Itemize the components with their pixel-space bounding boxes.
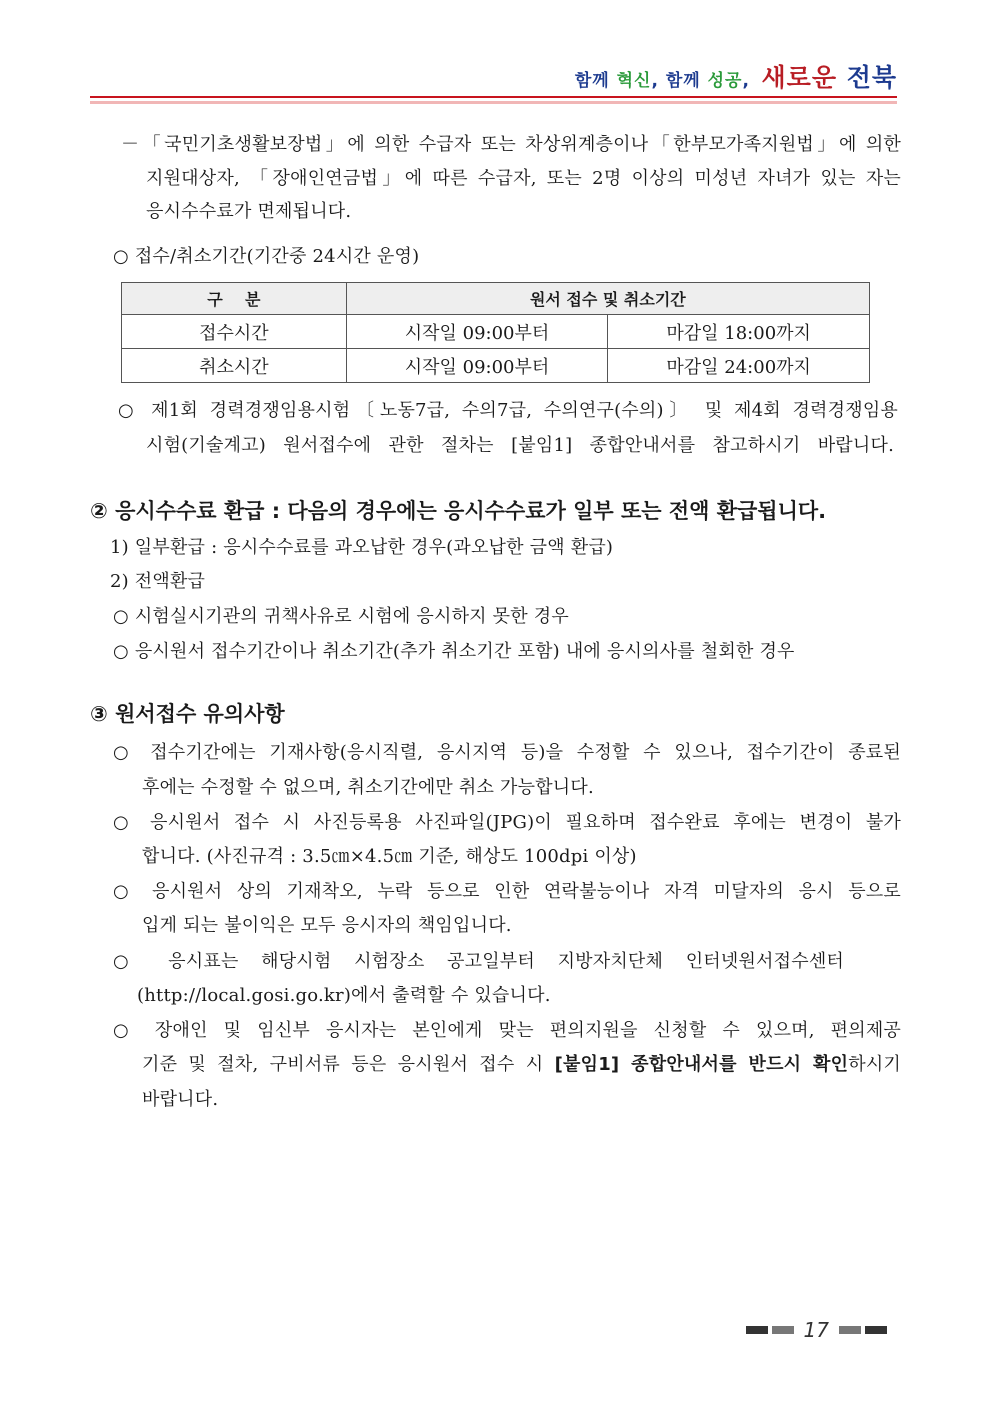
page-footer	[746, 1318, 887, 1342]
footer-bar-icon	[865, 1326, 887, 1334]
notice-line-1: ○ 제1회 경력경쟁임용시험〔노동7급, 수의7급, 수의연구(수의)〕 및 제4회 경력경쟁임용	[118, 400, 898, 421]
period-label: ○ 접수/취소기간(기간중 24시간 운영)	[113, 246, 420, 267]
slogan-large: 새로운 전북	[761, 63, 897, 92]
period-table	[121, 282, 870, 383]
table-row	[122, 349, 870, 383]
refund-item-partial: 1) 일부환급 : 응시수수료를 과오납한 경우(과오납한 금액 환급)	[110, 537, 614, 558]
exemption-line-2: 지원대상자, 「장애인연금법」에 따른 수급자, 또는 2명 이상의 미성년 자녀가 있는 자는	[146, 168, 901, 189]
caution-5-line-1: ○ 장애인 및 임신부 응시자는 본인에게 맞는 편의지원을 신청할 수 있으며, 편의제공	[113, 1020, 901, 1041]
caution-4-line-1: ○ 응시표는 해당시험 시험장소 공고일부터 지방자치단체 인터넷원서접수센터	[113, 951, 844, 972]
table-row	[122, 315, 870, 349]
caution-1-line-2: 후에는 수정할 수 없으며, 취소기간에만 취소 가능합니다.	[142, 777, 594, 798]
section-3-heading: ③ 원서접수 유의사항	[90, 702, 285, 726]
notice-line-2: 시험(기술계고) 원서접수에 관한 절차는 [붙임1] 종합안내서를 참고하시기 바랍니다.	[146, 435, 894, 456]
row-end: 마감일 24:00까지	[608, 349, 870, 383]
header-slogan	[575, 58, 897, 94]
row-start: 시작일 09:00부터	[346, 315, 608, 349]
table-header-period: 원서 접수 및 취소기간	[346, 283, 869, 315]
page-number: 17	[803, 1318, 829, 1342]
exemption-line-1: －「국민기초생활보장법」에 의한 수급자 또는 차상위계층이나「한부모가족지원법」에 의한	[121, 134, 901, 155]
refund-case-2: ○ 응시원서 접수기간이나 취소기간(추가 취소기간 포함) 내에 응시의사를 철회한 경우	[113, 641, 795, 662]
refund-item-full: 2) 전액환급	[110, 571, 206, 592]
header-divider	[90, 96, 897, 98]
caution-2-line-2: 합니다. (사진규격 : 3.5㎝×4.5㎝ 기준, 해상도 100dpi 이상)	[142, 846, 637, 867]
exemption-line-3: 응시수수료가 면제됩니다.	[146, 201, 352, 222]
caution-1-line-1: ○ 접수기간에는 기재사항(응시직렬, 응시지역 등)을 수정할 수 있으나, 접수기간이 종료된	[113, 742, 901, 763]
row-label: 취소시간	[122, 349, 347, 383]
footer-bar-icon	[772, 1326, 794, 1334]
header-divider-shadow	[90, 101, 897, 104]
table-header-category: 구 분	[122, 283, 347, 315]
caution-5-line-3: 바랍니다.	[142, 1089, 219, 1110]
row-label: 접수시간	[122, 315, 347, 349]
row-end: 마감일 18:00까지	[608, 315, 870, 349]
emphasis-guide: [붙임1] 종합안내서를 반드시 확인	[554, 1054, 849, 1075]
footer-bar-icon	[839, 1326, 861, 1334]
caution-3-line-2: 입게 되는 불이익은 모두 응시자의 책임입니다.	[142, 915, 512, 936]
caution-5-line-2: 기준 및 절차, 구비서류 등은 응시원서 접수 시 [붙임1] 종합안내서를 반드시 확인하시기	[142, 1054, 901, 1075]
row-start: 시작일 09:00부터	[346, 349, 608, 383]
caution-3-line-1: ○ 응시원서 상의 기재착오, 누락 등으로 인한 연락불능이나 자격 미달자의 응시 등으로	[113, 881, 901, 902]
section-2-heading: ② 응시수수료 환급 : 다음의 경우에는 응시수수료가 일부 또는 전액 환급됩니다.	[90, 499, 827, 523]
caution-2-line-1: ○ 응시원서 접수 시 사진등록용 사진파일(JPG)이 필요하며 접수완료 후에는 변경이 불가	[113, 812, 901, 833]
footer-bar-icon	[746, 1326, 768, 1334]
caution-4-line-2: (http://local.gosi.go.kr)에서 출력할 수 있습니다.	[137, 985, 551, 1006]
slogan-small: 함께 혁신, 함께 성공,	[574, 71, 750, 91]
refund-case-1: ○ 시험실시기관의 귀책사유로 시험에 응시하지 못한 경우	[113, 606, 569, 627]
table-header-row	[122, 283, 870, 315]
